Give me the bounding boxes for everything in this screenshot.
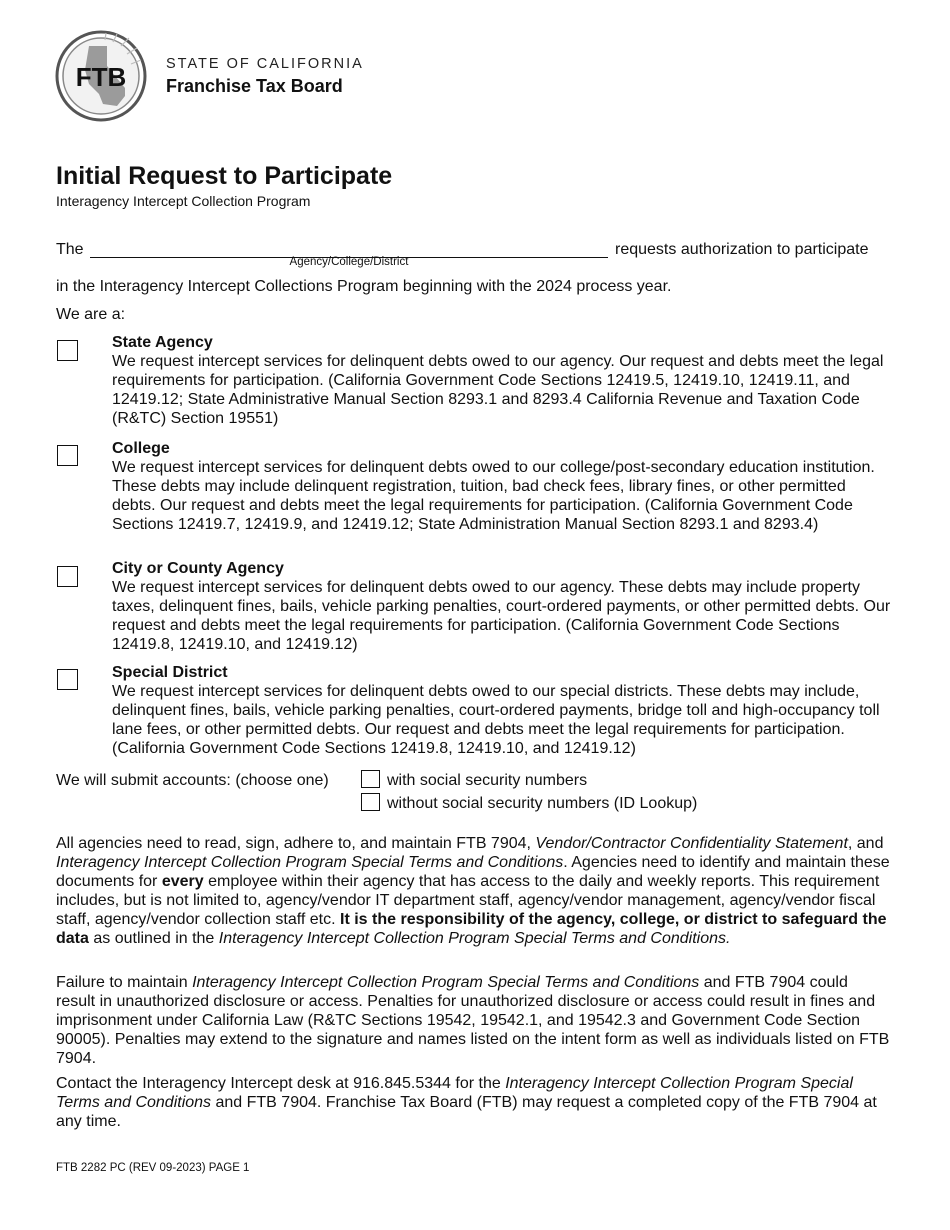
ftb-seal-icon [55,30,147,122]
submit-accounts-label: We will submit accounts: (choose one) [56,772,329,789]
option-description: We request intercept services for delinquent debts owed to our agency. Our request and debts meet the legal requirements for participation. (California Government Code Sections 12419.5, 12419.10, 12419.11, and 12419.12; State Administrative Manual Section 8293.1 and 8293.4 California Revenue and Taxation Code (R&TC) Section 19551) [112,353,884,427]
option-title: State Agency [112,334,213,351]
special-district-checkbox[interactable] [57,669,78,690]
with-ssn-label: with social security numbers [387,772,588,789]
option-description: We request intercept services for delinquent debts owed to our special districts. These debts may include, delinquent fines, bails, vehicle parking penalties, court-ordered payments, bridge toll and high-occupancy toll lane fees, or other permitted debts. Our request and debts meet the legal requirements for participation. (California Government Code Sections 12419.8, 12419.10, and 12419.12) [112,683,880,757]
option-state-agency [112,333,892,428]
option-city-county [112,559,892,654]
page-title: Initial Request to Participate [56,162,393,190]
form-id-footer: FTB 2282 PC (REV 09-2023) PAGE 1 [56,1162,250,1174]
without-ssn-label: without social security numbers (ID Lookup) [387,795,698,812]
page-subtitle: Interagency Intercept Collection Program [56,193,311,209]
intro-line: in the Interagency Intercept Collections Program beginning with the 2024 process year. [56,278,672,295]
paragraph-contact: Contact the Interagency Intercept desk at 916.845.5344 for the Interagency Intercept Collection Program Special Terms and Conditions and FTB 7904. Franchise Tax Board (FTB) may request a completed copy of the FTB 7904 at any time. [56,1075,877,1130]
agency-field-caption: Agency/College/District [289,256,409,268]
svg-text:FTB: FTB [75,62,127,92]
option-title: Special District [112,664,228,681]
without-ssn-checkbox[interactable] [361,793,380,811]
option-college [112,439,892,534]
option-title: College [112,440,170,457]
state-name: STATE OF CALIFORNIA [166,56,364,72]
board-name: Franchise Tax Board [166,76,343,96]
college-checkbox[interactable] [57,445,78,466]
option-title: City or County Agency [112,560,284,577]
the-label: The [56,241,84,258]
with-ssn-checkbox[interactable] [361,770,380,788]
option-description: We request intercept services for delinquent debts owed to our agency. These debts may include property taxes, delinquent fines, bails, vehicle parking penalties, court-ordered payments, or other permitted debts. Our request and debts meet the legal requirements for participation. (California Government Code Sections 12419.8, 12419.10, and 12419.12) [112,579,891,653]
state-agency-checkbox[interactable] [57,340,78,361]
option-description: We request intercept services for delinquent debts owed to our college/post-secondary education institution. These debts may include delinquent registration, tuition, bad check fees, library fines, or other permitted debts. Our request and debts meet the legal requirements for participation. (California Government Code Sections 12419.7, 12419.9, and 12419.12; State Administration Manual Section 8293.1 and 8293.4) [112,459,875,533]
city-county-checkbox[interactable] [57,566,78,587]
option-special-district [112,663,892,758]
ftb-logo [55,30,147,122]
we-are-label: We are a: [56,306,126,323]
requests-text: requests authorization to participate [615,241,869,258]
paragraph-agreements: All agencies need to read, sign, adhere to, and maintain FTB 7904, Vendor/Contractor Confidentiality Statement, and Interagency Intercept Collection Program Special Terms and Conditions. Agencies need to identify and maintain these documents for every employee within their agency that has access to the daily and weekly reports. This requirement includes, but is not limited to, agency/vendor IT department staff, agency/vendor management, agency/vendor fiscal staff, agency/vendor collection staff etc. It is the responsibility of the agency, college, or district to safeguard the data as outlined in the Interagency Intercept Collection Program Special Terms and Conditions. [56,835,890,947]
paragraph-penalties: Failure to maintain Interagency Intercept Collection Program Special Terms and Conditions and FTB 7904 could result in unauthorized disclosure or access. Penalties for unauthorized disclosure or access could result in fines and imprisonment under California Law (R&TC Sections 19542, 19542.1, and 19542.3 and Government Code Section 90005). Penalties may extend to the signature and names listed on the intent form as well as individuals listed on FTB 7904. [56,974,890,1067]
